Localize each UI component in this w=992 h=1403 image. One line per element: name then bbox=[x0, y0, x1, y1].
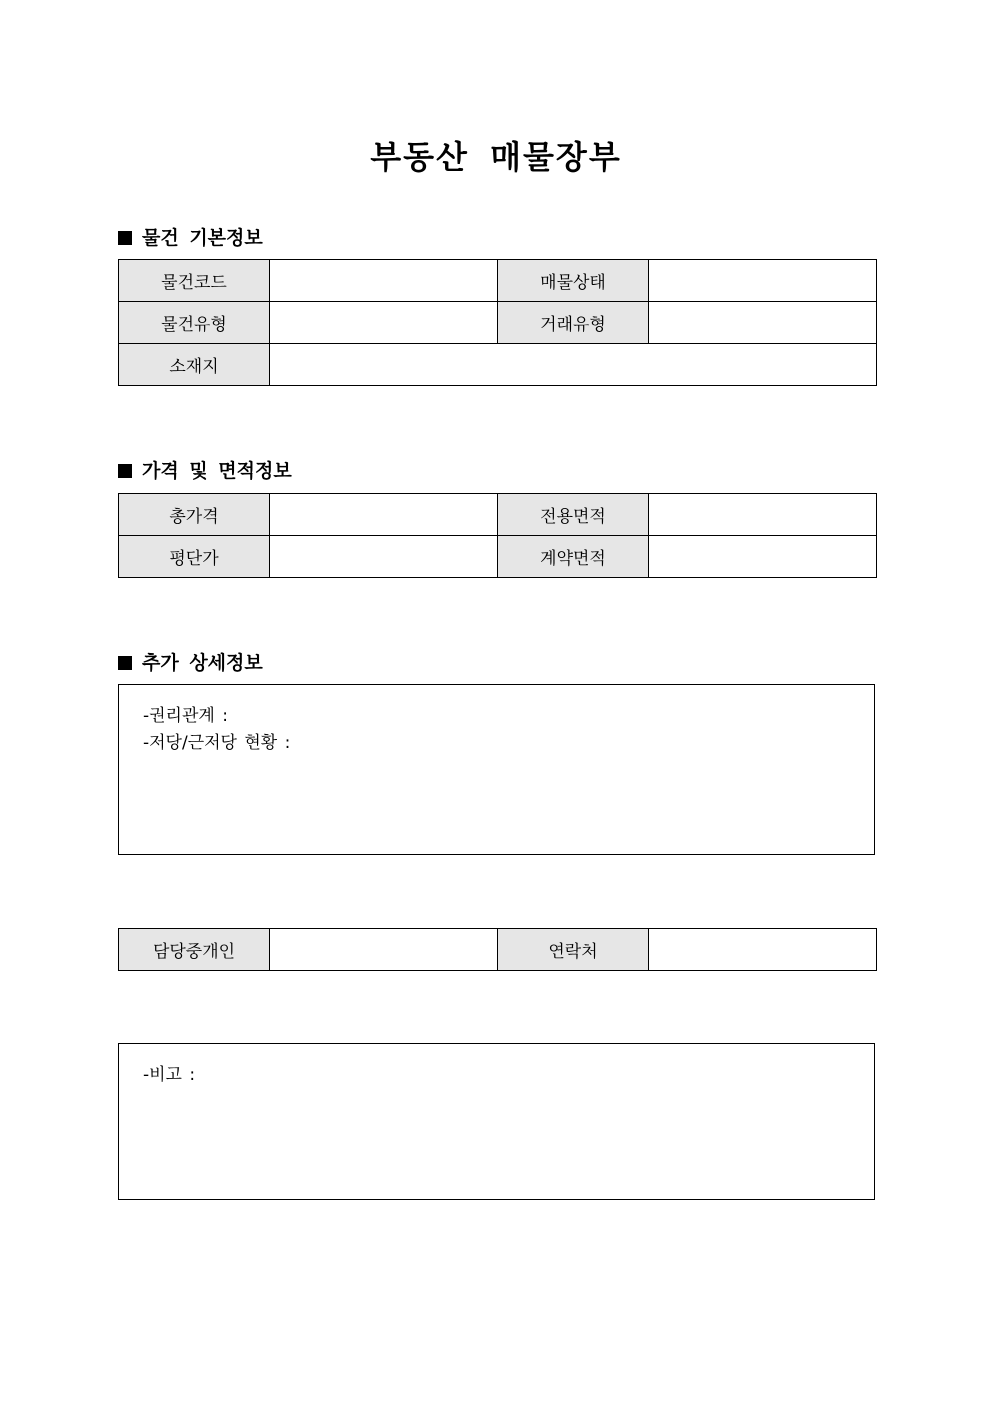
property-type-field[interactable] bbox=[270, 302, 498, 344]
section-heading-price-area bbox=[118, 456, 292, 483]
section-heading-label: 물건 기본정보 bbox=[142, 227, 263, 249]
notes-box[interactable] bbox=[118, 1043, 875, 1200]
address-field[interactable] bbox=[270, 344, 877, 386]
contact-field[interactable] bbox=[649, 929, 877, 971]
address-label: 소재지 bbox=[119, 344, 270, 386]
contact-label: 연락처 bbox=[498, 929, 649, 971]
listing-status-field[interactable] bbox=[649, 260, 877, 302]
section-heading-label: 가격 및 면적정보 bbox=[142, 460, 292, 482]
exclusive-area-field[interactable] bbox=[649, 494, 877, 536]
section-heading-label: 추가 상세정보 bbox=[142, 652, 263, 674]
square-bullet-icon bbox=[118, 231, 132, 245]
table-row bbox=[119, 536, 877, 578]
price-area-table bbox=[118, 493, 877, 578]
additional-details-box[interactable] bbox=[118, 684, 875, 855]
price-per-pyeong-label: 평단가 bbox=[119, 536, 270, 578]
contract-area-field[interactable] bbox=[649, 536, 877, 578]
basic-info-table bbox=[118, 259, 877, 386]
exclusive-area-label: 전용면적 bbox=[498, 494, 649, 536]
table-row bbox=[119, 260, 877, 302]
notes-line: -비고 : bbox=[143, 1065, 196, 1085]
total-price-label: 총가격 bbox=[119, 494, 270, 536]
square-bullet-icon bbox=[118, 656, 132, 670]
mortgage-status-line: -저당/근저당 현황 : bbox=[143, 733, 291, 753]
table-row bbox=[119, 344, 877, 386]
total-price-field[interactable] bbox=[270, 494, 498, 536]
table-row bbox=[119, 494, 877, 536]
agent-table bbox=[118, 928, 877, 971]
contract-area-label: 계약면적 bbox=[498, 536, 649, 578]
transaction-type-field[interactable] bbox=[649, 302, 877, 344]
rights-relation-line: -권리관계 : bbox=[143, 706, 228, 726]
page-title: 부동산 매물장부 bbox=[370, 138, 622, 176]
square-bullet-icon bbox=[118, 464, 132, 478]
table-row bbox=[119, 929, 877, 971]
property-code-label: 물건코드 bbox=[119, 260, 270, 302]
agent-field[interactable] bbox=[270, 929, 498, 971]
section-heading-basic-info bbox=[118, 223, 263, 250]
property-code-field[interactable] bbox=[270, 260, 498, 302]
listing-status-label: 매물상태 bbox=[498, 260, 649, 302]
section-heading-additional-details bbox=[118, 648, 263, 675]
agent-label: 담당중개인 bbox=[119, 929, 270, 971]
table-row bbox=[119, 302, 877, 344]
price-per-pyeong-field[interactable] bbox=[270, 536, 498, 578]
transaction-type-label: 거래유형 bbox=[498, 302, 649, 344]
property-type-label: 물건유형 bbox=[119, 302, 270, 344]
